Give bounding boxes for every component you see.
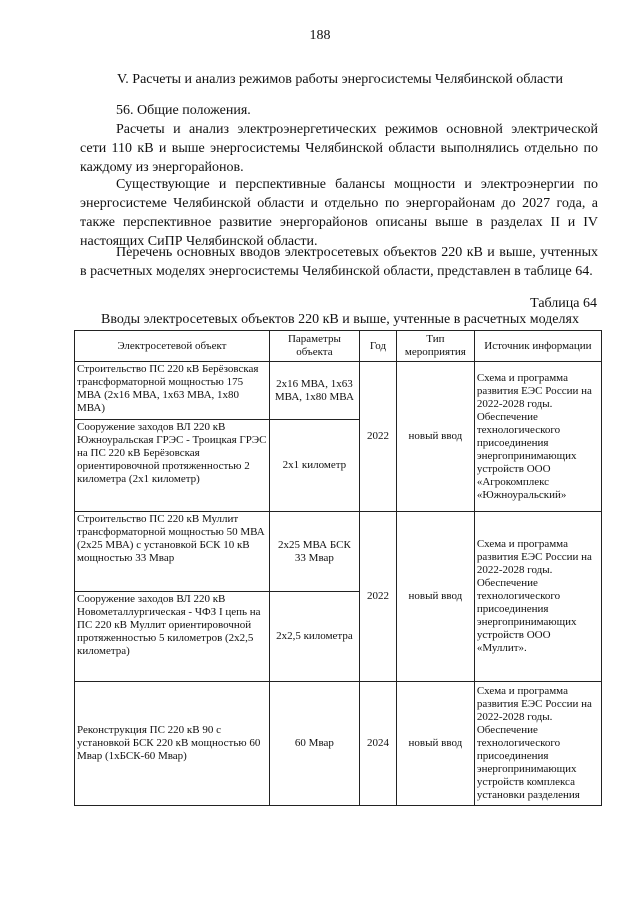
paragraph-balances: Существующие и перспективные балансы мощности и электроэнергии по энергосистеме Челябинской области и отдельно по энергорайонам до 2027 года, а также перспективное развитие энергорайонов описаны выше в разделах II и IV настоящих СиПР Челябинской области. xyxy=(80,177,598,249)
source-cell: Схема и программа развития ЕЭС России на 2022-2028 годы. Обеспечение технологического присоединения энергопринимающих устройств ООО «Агрокомплекс «Южноуральский» xyxy=(474,362,601,512)
column-header: Источник информации xyxy=(474,331,601,362)
year-cell: 2024 xyxy=(360,682,397,806)
source-cell: Схема и программа развития ЕЭС России на 2022-2028 годы. Обеспечение технологического присоединения энергопринимающих устройств комплекса установки разделения xyxy=(474,682,601,806)
table-header-row xyxy=(75,331,602,362)
params-cell: 2x1 километр xyxy=(269,420,359,512)
grid-inputs-table xyxy=(74,330,602,806)
table-row xyxy=(75,682,602,806)
type-cell: новый ввод xyxy=(396,512,474,682)
table-number: Таблица 64 xyxy=(530,296,597,311)
column-header: Год xyxy=(360,331,397,362)
column-header: Электросетевой объект xyxy=(75,331,270,362)
paragraph-list: Перечень основных вводов электросетевых объектов 220 кВ и выше, учтенных в расчетных моделях энергосистемы Челябинской области, представлен в таблице 64. xyxy=(80,245,598,279)
params-cell: 60 Мвар xyxy=(269,682,359,806)
table-row xyxy=(75,362,602,420)
column-header: Параметры объекта xyxy=(269,331,359,362)
type-cell: новый ввод xyxy=(396,362,474,512)
paragraph-calculations: Расчеты и анализ электроэнергетических режимов основной электрической сети 110 кВ и выше энергосистемы Челябинской области выполнялись отдельно по каждому из энергорайонов. xyxy=(80,122,598,175)
params-cell: 2x25 МВА БСК 33 Мвар xyxy=(269,512,359,592)
paragraph-general: 56. Общие положения. xyxy=(116,103,251,118)
type-cell: новый ввод xyxy=(396,682,474,806)
table-row xyxy=(75,512,602,592)
params-cell: 2x2,5 километра xyxy=(269,592,359,682)
source-cell: Схема и программа развития ЕЭС России на 2022-2028 годы. Обеспечение технологического присоединения энергопринимающих устройств ООО «Муллит». xyxy=(474,512,601,682)
page-number: 188 xyxy=(309,28,331,43)
object-cell: Сооружение заходов ВЛ 220 кВ Новометаллургическая - ЧФЗ I цепь на ПС 220 кВ Муллит ориентировочной протяженностью 5 километров (2x2,5 километра) xyxy=(75,592,270,682)
year-cell: 2022 xyxy=(360,512,397,682)
object-cell: Сооружение заходов ВЛ 220 кВ Южноуральская ГРЭС - Троицкая ГРЭС на ПС 220 кВ Берёзовская ориентировочной протяженностью 2 километра (2x1 километр) xyxy=(75,420,270,512)
section-heading: V. Расчеты и анализ режимов работы энергосистемы Челябинской области xyxy=(116,72,563,87)
object-cell: Реконструкция ПС 220 кВ 90 с установкой БСК 220 кВ мощностью 60 Мвар (1xБСК-60 Мвар) xyxy=(75,682,270,806)
table-title: Вводы электросетевых объектов 220 кВ и выше, учтенные в расчетных моделях xyxy=(101,312,579,327)
params-cell: 2x16 МВА, 1x63 МВА, 1x80 МВА xyxy=(269,362,359,420)
object-cell: Строительство ПС 220 кВ Берёзовская трансформаторной мощностью 175 МВА (2x16 МВА, 1x63 МВА, 1x80 МВА) xyxy=(75,362,270,420)
object-cell: Строительство ПС 220 кВ Муллит трансформаторной мощностью 50 МВА (2x25 МВА) с установкой БСК 10 кВ мощностью 33 Мвар xyxy=(75,512,270,592)
column-header: Тип мероприятия xyxy=(396,331,474,362)
year-cell: 2022 xyxy=(360,362,397,512)
